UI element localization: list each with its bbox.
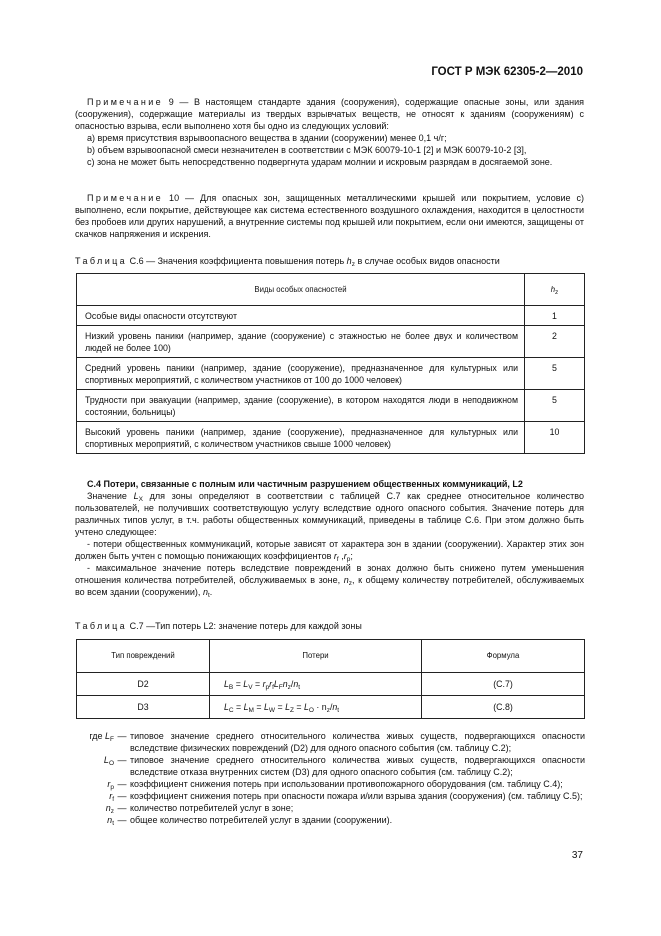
formula-c7: [210, 673, 422, 696]
f-op: · n: [313, 702, 327, 712]
dash: —: [117, 815, 127, 825]
table-row: [77, 306, 585, 326]
f-sub: f: [272, 684, 274, 691]
definition-symbol: [70, 814, 114, 826]
f-sym: n: [282, 679, 288, 689]
dash: —: [117, 803, 127, 813]
f-sub: F: [278, 684, 283, 691]
f-sym: n: [332, 702, 338, 712]
f-sub: p: [265, 684, 270, 691]
text-run: .: [209, 587, 213, 597]
sym: r: [109, 791, 113, 801]
sym: n: [105, 803, 111, 813]
f-sub: V: [248, 684, 253, 691]
nz-symbol: n: [343, 575, 349, 585]
definition-symbol: [70, 754, 114, 778]
f-op: =: [253, 702, 264, 712]
rp-subscript: p: [346, 556, 351, 563]
note-9-label: Примечание: [87, 97, 164, 107]
table-c7-col-losses: Потери: [210, 640, 422, 673]
sub: F: [110, 736, 114, 743]
sym: n: [107, 815, 113, 825]
sym: r: [107, 779, 111, 789]
rf-symbol: r: [333, 551, 337, 561]
text-run: - максимальное значение потерь вследствие повреждений в зонах должно быть снижено путем уменьшения отношения количества потребителей, обслуживаемых в зоне,: [75, 563, 584, 585]
definition-symbol: [70, 730, 114, 754]
note-9-item-c: с) зона не может быть непосредственно подвергнута ударам молнии и искровым разрядам в досягаемой зоне.: [87, 157, 553, 167]
table-cell: Высокий уровень паники (например, здание (сооружение), предназначенное для культурных или спортивных мероприятий, с количеством участников свыше 1000 человек): [77, 422, 525, 454]
f-sym: L: [224, 679, 229, 689]
table-cell: 10: [525, 422, 585, 454]
definition-text: общее количество потребителей услуг в здании (сооружении).: [130, 815, 393, 825]
f-op: =: [252, 679, 263, 689]
definition-symbol: [70, 790, 114, 802]
f-sub: M: [248, 707, 254, 714]
f-op: =: [233, 679, 244, 689]
table-cell: Средний уровень паники (например, здание (сооружение), предназначенное для культурных или спортивных мероприятий, с количеством участников от 100 до 1000 человек): [77, 358, 525, 390]
table-c7: [76, 639, 585, 719]
f-sym: L: [304, 702, 309, 712]
nz-subscript: z: [348, 580, 353, 587]
f-sym: L: [285, 702, 290, 712]
formula-c8: [210, 696, 422, 719]
dash: —: [117, 779, 127, 789]
table-row: [77, 696, 585, 719]
definition-item: [70, 778, 585, 790]
f-sub: z: [287, 684, 291, 691]
definition-item: [70, 730, 585, 754]
f-op: =: [233, 702, 244, 712]
sub: t: [112, 820, 114, 827]
table-cell: 5: [525, 358, 585, 390]
f-sub: t: [298, 684, 301, 691]
definition-text: типовое значение среднего относительного количества живых существ, подвергающихся опасности вследствие физических повреждений (D2) для одного опасного события (см. таблицу С.2);: [130, 731, 585, 753]
table-c6-caption-pre: С.6 — Значения коэффициента повышения потерь: [127, 256, 347, 266]
table-cell: Низкий уровень паники (например, здание (сооружение) с этажностью не более двух и количеством людей не более 100): [77, 326, 525, 358]
table-cell: (С.7): [422, 673, 585, 696]
text-run: - потери общественных коммуникаций, которые зависят от характера зон в здании (сооружении). Характер этих зон должен быть учтен с помощью понижающих коэффициентов: [75, 539, 584, 561]
hz-symbol: h: [550, 284, 556, 294]
f-sym: L: [243, 679, 249, 689]
note-9-item-b: b) объем взрывоопасной смеси незначителен в соответствии с МЭК 60079-10-1 [2] и МЭК 60079-10-2 [3],: [87, 145, 527, 155]
definition-item: [70, 802, 585, 814]
f-sub: W: [268, 707, 276, 714]
table-cell: Трудности при эвакуации (например, здание (сооружение), в котором находятся люди в неподвижном состоянии, больницы): [77, 390, 525, 422]
table-c7-col-formula: Формула: [422, 640, 585, 673]
f-op: =: [293, 702, 304, 712]
table-cell: D2: [77, 673, 210, 696]
section-heading: С.4 Потери, связанные с полным или частичным разрушением общественных коммуникаций, L2: [87, 479, 523, 489]
f-sym: L: [224, 702, 229, 712]
table-c6-label: Таблица: [75, 256, 128, 266]
f-sub: Z: [289, 707, 294, 714]
table-c7-caption-text: С.7 —Тип потерь L2: значение потерь для каждой зоны: [127, 621, 362, 631]
definition-text: коэффициент снижения потерь при опасности пожара и/или взрыва здания (сооружения) (см. таблицу С.5);: [130, 791, 583, 801]
table-cell: 1: [525, 306, 585, 326]
f-sub: B: [228, 684, 234, 691]
table-row: [77, 673, 585, 696]
dash: —: [117, 791, 127, 801]
sub: p: [110, 784, 114, 791]
definition-item: [70, 754, 585, 778]
standard-header: ГОСТ Р МЭК 62305-2—2010: [431, 66, 583, 78]
note-10-label: Примечание: [87, 193, 164, 203]
definition-item: [70, 814, 585, 826]
definition-text: типовое значение среднего относительного количества живых существ, подвергающихся опасности вследствие отказа внутренних систем (D3) для одного опасного события (см. таблицу С.2);: [130, 755, 585, 777]
lx-symbol: L: [133, 491, 139, 501]
definition-item: [70, 790, 585, 802]
section-c4: [75, 478, 584, 598]
table-row: [77, 358, 585, 390]
table-cell: 2: [525, 326, 585, 358]
hz-symbol: h: [346, 256, 352, 266]
f-sub: O: [308, 707, 314, 714]
where-word: где: [89, 731, 105, 741]
table-c6-caption-post: в случае особых видов опасности: [354, 256, 500, 266]
nt-subscript: t: [207, 592, 210, 599]
rp-symbol: r: [343, 551, 347, 561]
list-item: [75, 562, 584, 598]
table-c7-col-type: Тип повреждений: [77, 640, 210, 673]
rf-subscript: f: [336, 556, 339, 563]
text-run: , к общему количеству потребителей, обслуживаемых во всем здании (сооружении),: [75, 575, 584, 597]
f-sym: r: [269, 679, 273, 689]
f-op: /: [329, 702, 333, 712]
sub: O: [108, 760, 114, 767]
f-sub: z: [326, 707, 330, 714]
page-number: 37: [571, 850, 583, 861]
f-sym: L: [273, 679, 279, 689]
note-10-text: 10 — Для опасных зон, защищенных металлическими крышей или покрытием, условие с) выполнено, если покрытие, действующее как система естественного воздушного охлаждения, находится в целостности без пробоев или других нарушений, а внутренние системы под крышей или покрытием, если они имеются, защищены от скачков напряжения и искрения.: [75, 193, 584, 239]
f-sym: L: [264, 702, 269, 712]
note-10: [75, 192, 584, 240]
table-cell: (С.8): [422, 696, 585, 719]
table-cell: D3: [77, 696, 210, 719]
text-run: ;: [350, 551, 353, 561]
table-c6-col-hazards: Виды особых опасностей: [77, 274, 525, 306]
text-run: Значение: [87, 491, 134, 501]
table-row: [77, 326, 585, 358]
definitions-list: [70, 730, 585, 826]
sub: z: [110, 808, 114, 815]
table-cell: Особые виды опасности отсутствуют: [77, 306, 525, 326]
section-paragraph: [75, 490, 584, 538]
table-c6-caption: [75, 256, 500, 266]
sub: f: [112, 796, 114, 803]
table-cell: 5: [525, 390, 585, 422]
table-c6-col-hz: [525, 274, 585, 306]
list-item: [75, 538, 584, 562]
text-run: ,: [338, 551, 344, 561]
definition-symbol: [70, 802, 114, 814]
text-run: для зоны определяют в соответствии с таблицей С.7 как среднее относительное количество пользователей, не получивших соответствующую услугу вследствие одного опасного события. Значение потерь для различных типов услуг, в т.ч. работы общественных коммуникаций, приведены в таблице С.6. При этом должно быть учтено следующее:: [75, 491, 584, 537]
f-op: =: [275, 702, 286, 712]
hz-subscript: z: [351, 261, 355, 268]
f-sub: t: [337, 707, 340, 714]
f-sub: C: [228, 707, 234, 714]
f-sym: L: [243, 702, 249, 712]
table-c6-header: [77, 274, 585, 306]
sym: L: [105, 731, 111, 741]
table-c7-label: Таблица: [75, 621, 128, 631]
definition-text: коэффициент снижения потерь при использовании противопожарного оборудования (см. таблицу С.4);: [130, 779, 563, 789]
table-c7-header: [77, 640, 585, 673]
f-sym: r: [262, 679, 266, 689]
lx-subscript: X: [138, 496, 143, 503]
sym: L: [103, 755, 109, 765]
table-row: [77, 422, 585, 454]
hz-subscript: z: [555, 288, 559, 296]
note-9: [75, 96, 584, 168]
note-9-intro: 9 — В настоящем стандарте здания (сооружения), содержащие опасные зоны, или здания (сооружения), содержащие материалы из твердых взрывчатых веществ, не относят к зданиям (сооружениям) с опасностью взрыва, если выполнено хотя бы одно из следующих условий:: [75, 97, 584, 131]
dash: —: [117, 755, 127, 765]
f-op: /: [290, 679, 294, 689]
table-row: [77, 390, 585, 422]
definition-symbol: [70, 778, 114, 790]
nt-symbol: n: [202, 587, 208, 597]
table-c7-caption: [75, 621, 362, 631]
f-sym: n: [293, 679, 299, 689]
dash: —: [117, 731, 127, 741]
definition-text: количество потребителей услуг в зоне;: [130, 803, 294, 813]
note-9-item-a: а) время присутствия взрывоопасного вещества в здании (сооружении) менее 0,1 ч/г;: [87, 133, 447, 143]
table-c6: [76, 273, 585, 454]
